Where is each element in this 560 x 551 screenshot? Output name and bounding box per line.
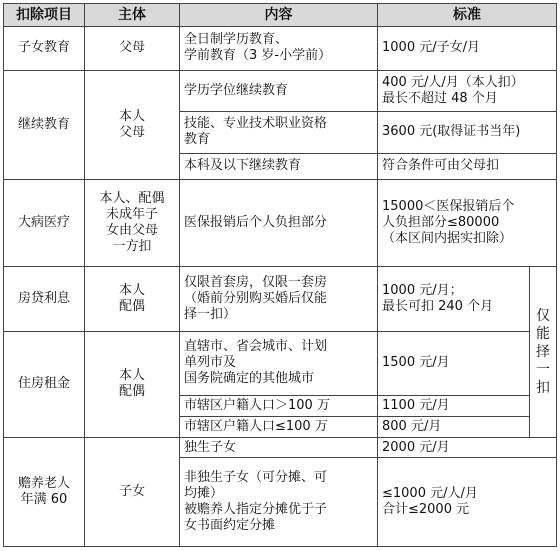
standard-cell: 1000 元/月； 最长可扣 240 个月 <box>378 267 530 331</box>
content-cell: 本科及以下继续教育 <box>180 153 378 179</box>
content-cell: 非独生子女（可分摊、可 均摊） 被赡养人指定分摊优于子 女书面约定分摊 <box>180 458 378 547</box>
choose-one-note <box>530 267 557 438</box>
item-cell: 子女教育 <box>4 26 85 70</box>
side-note-text: 仅能择一扣 <box>536 307 550 396</box>
subject-cell: 本人 父母 <box>85 70 180 179</box>
content-cell: 仅限首套房，仅限一套房 （婚前分别购买婚后仅能 择一扣） <box>180 267 378 331</box>
subject-cell: 本人 配偶 <box>85 331 180 437</box>
content-cell: 全日制学历教育、 学前教育（3 岁-小学前） <box>180 26 378 70</box>
header-item: 扣除项目 <box>4 4 85 27</box>
content-cell: 市辖区户籍人口≤100 万 <box>180 416 378 437</box>
content-cell: 市辖区户籍人口＞100 万 <box>180 396 378 417</box>
table-row-serious-illness <box>4 179 557 266</box>
header-standard: 标准 <box>378 4 557 27</box>
standard-cell: 1500 元/月 <box>378 331 530 395</box>
standard-cell: 800 元/月 <box>378 416 530 437</box>
content-cell: 学历学位继续教育 <box>180 70 378 112</box>
standard-cell: 2000 元/月 <box>378 437 557 458</box>
item-cell: 赡养老人 年满 60 <box>4 437 85 546</box>
standard-cell: 符合条件可由父母扣 <box>378 153 557 179</box>
item-cell: 房贷利息 <box>4 267 85 331</box>
standard-cell: ≤1000 元/人/月 合计≤2000 元 <box>378 458 557 547</box>
content-cell: 医保报销后个人负担部分 <box>180 179 378 266</box>
item-cell: 大病医疗 <box>4 179 85 266</box>
standard-cell: 1100 元/月 <box>378 396 530 417</box>
header-subject: 主体 <box>85 4 180 27</box>
subject-cell: 子女 <box>85 437 180 546</box>
subject-cell: 父母 <box>85 26 180 70</box>
table-row-mortgage-interest <box>4 267 557 331</box>
table-row-continuing-education <box>4 70 557 112</box>
header-content: 内容 <box>180 4 378 27</box>
header-row <box>4 4 557 27</box>
standard-cell: 400 元/人/月（本人扣） 最长不超过 48 个月 <box>378 70 557 112</box>
deduction-table <box>3 3 557 547</box>
standard-cell: 15000＜医保报销后个 人负担部分≤80000 （本区间内据实扣除） <box>378 179 557 266</box>
table-row-elder-support <box>4 437 557 458</box>
table-row-housing-rent <box>4 331 557 395</box>
content-cell: 直辖市、省会城市、计划 单列市及 国务院确定的其他城市 <box>180 331 378 395</box>
standard-cell: 1000 元/子女/月 <box>378 26 557 70</box>
content-cell: 独生子女 <box>180 437 378 458</box>
subject-cell: 本人 配偶 <box>85 267 180 331</box>
item-cell: 继续教育 <box>4 70 85 179</box>
standard-cell: 3600 元(取得证书当年) <box>378 112 557 154</box>
item-cell: 住房租金 <box>4 331 85 437</box>
content-cell: 技能、专业技术职业资格 教育 <box>180 112 378 154</box>
subject-cell: 本人、配偶 未成年子 女由父母 一方扣 <box>85 179 180 266</box>
table-row-child-education <box>4 26 557 70</box>
